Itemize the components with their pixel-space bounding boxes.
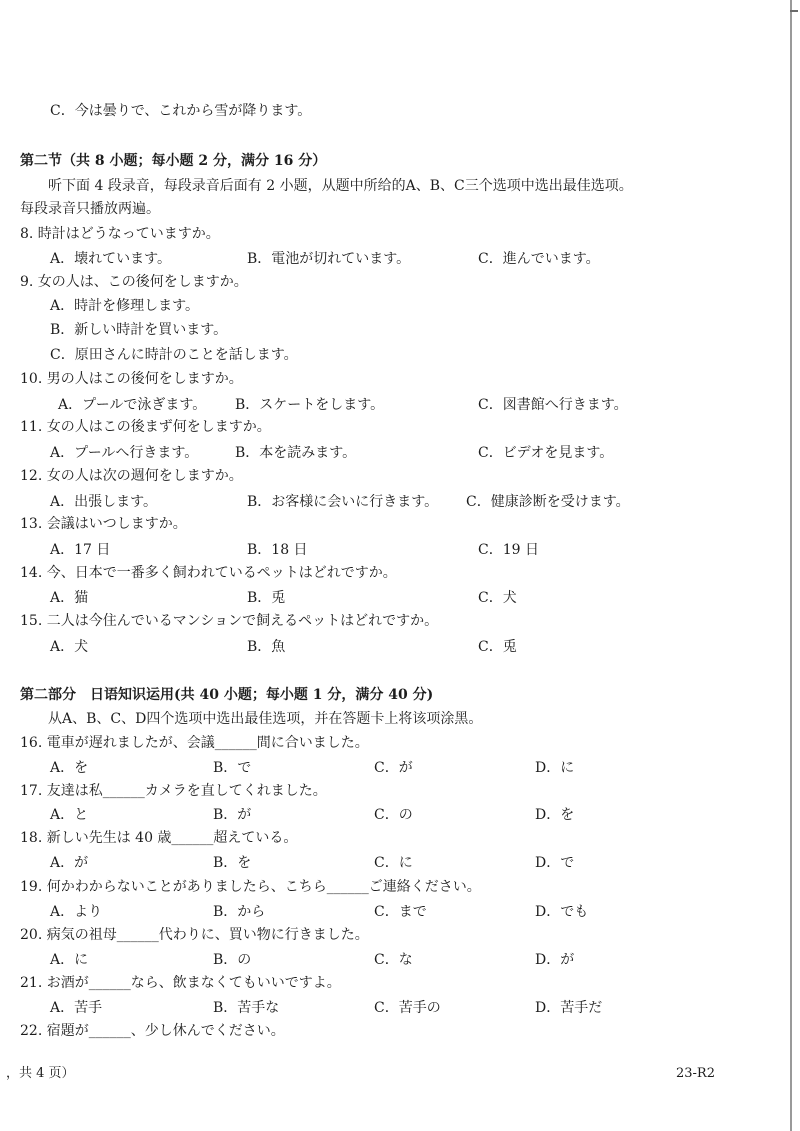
option-a: A．時計を修理します。 — [50, 298, 199, 314]
section2-instruction-line2: 每段录音只播放两遍。 — [20, 201, 160, 217]
question-stem: 18. 新しい先生は 40 歳______超えている。 — [20, 830, 298, 846]
option-a: A．プールで泳ぎます。 — [58, 397, 207, 413]
question-stem: 21. お酒が______なら、飲まなくてもいいですよ。 — [20, 975, 341, 991]
option-b: B．スケートをします。 — [235, 397, 385, 413]
page-edge-line — [790, 0, 792, 1131]
option-b: B．が — [213, 807, 252, 823]
option-d: D．苦手だ — [535, 1000, 603, 1016]
option-c: C．が — [374, 760, 413, 776]
question-stem: 8. 時計はどうなっていますか。 — [20, 226, 220, 242]
option-b: B．お客様に会いに行きます。 — [247, 494, 439, 510]
option-c: C．進んでいます。 — [478, 251, 600, 267]
question-stem: 17. 友達は私______カメラを直してくれました。 — [20, 783, 327, 799]
question-stem: 9. 女の人は、この後何をしますか。 — [20, 274, 248, 290]
option-b: B．苦手な — [213, 1000, 280, 1016]
option-a: A．に — [50, 952, 89, 968]
option-a: A．が — [50, 855, 89, 871]
footer-page-count: ，共 4 页） — [6, 1066, 75, 1081]
option-c: C．の — [374, 807, 413, 823]
option-c: C．健康診断を受けます。 — [466, 494, 630, 510]
option-c: C．な — [374, 952, 413, 968]
option-c: C．原田さんに時計のことを話します。 — [50, 347, 298, 363]
option-b: B．電池が切れています。 — [247, 251, 411, 267]
option-c: C．苦手の — [374, 1000, 441, 1016]
option-c: C．まで — [374, 904, 427, 920]
question-stem: 14. 今、日本で一番多く飼われているペットはどれですか。 — [20, 565, 397, 581]
option-b: B．新しい時計を買います。 — [50, 322, 228, 338]
option-c: C．に — [374, 855, 413, 871]
option-a: A．プールへ行きます。 — [50, 445, 199, 461]
part2-instruction: 从A、B、C、D四个选项中选出最佳选项，并在答题卡上将该项涂黑。 — [48, 711, 483, 727]
option-a: A．壊れています。 — [50, 251, 171, 267]
option-a: A．犬 — [50, 639, 89, 655]
option-c: C．19 日 — [478, 542, 539, 558]
question-stem: 10. 男の人はこの後何をしますか。 — [20, 371, 243, 387]
question-stem: 12. 女の人は次の週何をしますか。 — [20, 468, 243, 484]
question-stem: 11. 女の人はこの後まず何をしますか。 — [20, 419, 271, 435]
question-stem: 20. 病気の祖母______代わりに、買い物に行きました。 — [20, 927, 369, 943]
option-b: B．で — [213, 760, 252, 776]
option-d: D．を — [535, 807, 575, 823]
option-a: A．出張します。 — [50, 494, 157, 510]
option-d: D．が — [535, 952, 575, 968]
option-a: A．を — [50, 760, 89, 776]
option-b: B．18 日 — [247, 542, 308, 558]
option-a: A．苦手 — [50, 1000, 103, 1016]
question-stem: 19. 何かわからないことがありましたら、こちら______ご連絡ください。 — [20, 879, 481, 895]
option-b: B．兎 — [247, 590, 286, 606]
option-b: B．から — [213, 904, 266, 920]
option-d: D．でも — [535, 904, 589, 920]
option-b: B．本を読みます。 — [235, 445, 357, 461]
option-a: A．17 日 — [50, 542, 111, 558]
option-b: B．の — [213, 952, 252, 968]
question-stem: 22. 宿題が______、少し休んでください。 — [20, 1023, 285, 1039]
section2-instruction-line1: 听下面 4 段录音，每段录音后面有 2 小题，从题中所给的A、B、C三个选项中选出最佳选项。 — [48, 178, 633, 194]
option-d: D．で — [535, 855, 575, 871]
question-stem: 13. 会議はいつしますか。 — [20, 516, 187, 532]
option-c: C．ビデオを見ます。 — [478, 445, 614, 461]
page-edge-tick — [790, 10, 798, 12]
footer-paper-code: 23-R2 — [676, 1066, 715, 1081]
question-stem: 16. 電車が遅れましたが、会議______間に合いました。 — [20, 735, 369, 751]
option-c: C．犬 — [478, 590, 517, 606]
option-d: D．に — [535, 760, 575, 776]
option-b: B．を — [213, 855, 252, 871]
option-a: A．より — [50, 904, 103, 920]
section2-title: 第二节（共 8 小题；每小题 2 分，满分 16 分） — [20, 153, 327, 169]
option-b: B．魚 — [247, 639, 286, 655]
part2-title: 第二部分 日语知识运用(共 40 小题；每小题 1 分，满分 40 分) — [20, 687, 434, 703]
option-a: A．と — [50, 807, 89, 823]
option-c: C．兎 — [478, 639, 517, 655]
option-a: A．猫 — [50, 590, 89, 606]
option-c: C．図書館へ行きます。 — [478, 397, 628, 413]
previous-question-tail: C．今は曇りで、これから雪が降ります。 — [50, 103, 312, 119]
question-stem: 15. 二人は今住んでいるマンションで飼えるペットはどれですか。 — [20, 613, 439, 629]
